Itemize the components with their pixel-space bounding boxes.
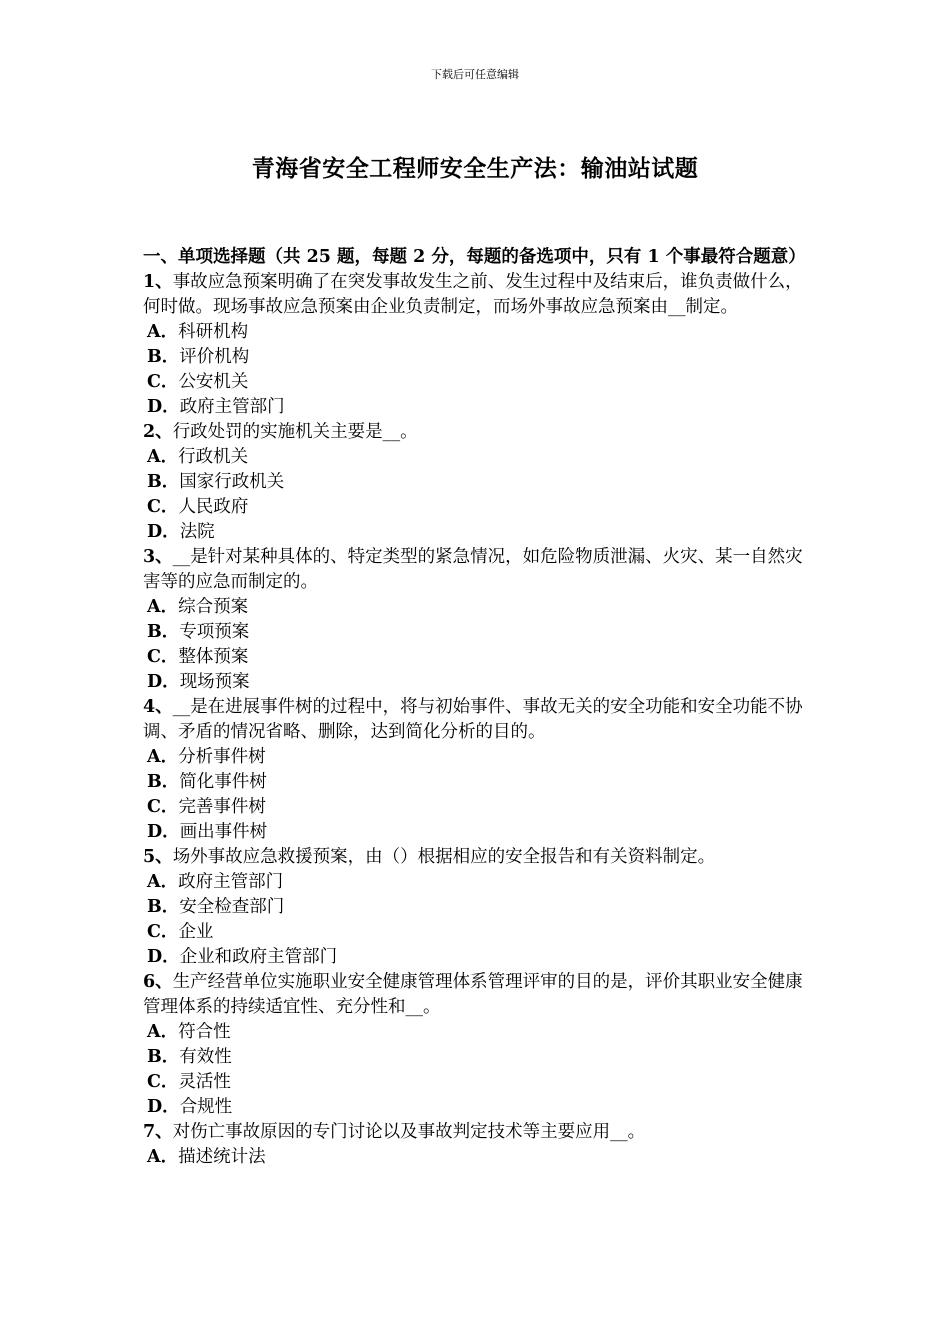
option-d: D．企业和政府主管部门 bbox=[147, 947, 338, 967]
option-c: C．人民政府 bbox=[147, 497, 249, 517]
option-d: D．政府主管部门 bbox=[147, 397, 285, 417]
question-number: 6、 bbox=[143, 972, 173, 992]
option-d: D．法院 bbox=[147, 522, 215, 542]
option-d: D．现场预案 bbox=[147, 672, 250, 692]
option-b: B．有效性 bbox=[147, 1047, 232, 1067]
option-a: A．描述统计法 bbox=[147, 1147, 266, 1167]
question-number: 7、 bbox=[143, 1122, 173, 1142]
question-2 bbox=[143, 420, 807, 445]
option-a: A．科研机构 bbox=[147, 322, 249, 342]
question-text: __是针对某种具体的、特定类型的紧急情况，如危险物质泄漏、火灾、某一自然灾害等的应急而制定的。 bbox=[143, 547, 803, 592]
question-number: 5、 bbox=[143, 847, 173, 867]
option-c: C．公安机关 bbox=[147, 372, 249, 392]
question-text: __是在进展事件树的过程中，将与初始事件、事故无关的安全功能和安全功能不协调、矛盾的情况省略、删除，达到简化分析的目的。 bbox=[143, 697, 803, 742]
option-b: B．国家行政机关 bbox=[147, 472, 285, 492]
question-4 bbox=[143, 695, 807, 745]
question-list bbox=[143, 245, 807, 1170]
header-note: 下载后可任意编辑 bbox=[431, 68, 519, 81]
question-number: 4、 bbox=[143, 697, 173, 717]
option-c: C．灵活性 bbox=[147, 1072, 231, 1092]
question-6 bbox=[143, 970, 807, 1020]
question-5 bbox=[143, 845, 807, 870]
option-c: C．整体预案 bbox=[147, 647, 249, 667]
question-text: 对伤亡事故原因的专门讨论以及事故判定技术等主要应用__。 bbox=[172, 1122, 646, 1142]
question-text: 行政处罚的实施机关主要是__。 bbox=[172, 422, 418, 442]
option-b: B．评价机构 bbox=[147, 347, 250, 367]
option-a: A．行政机关 bbox=[147, 447, 249, 467]
option-b: B．简化事件树 bbox=[147, 772, 267, 792]
option-a: A．综合预案 bbox=[147, 597, 249, 617]
question-1 bbox=[143, 270, 807, 320]
question-text: 场外事故应急救援预案，由（）根据相应的安全报告和有关资料制定。 bbox=[172, 847, 716, 867]
question-number: 1、 bbox=[143, 272, 173, 292]
option-c: C．企业 bbox=[147, 922, 214, 942]
question-text: 事故应急预案明确了在突发事故发生之前、发生过程中及结束后，谁负责做什么，何时做。现场事故应急预案由企业负责制定，而场外事故应急预案由__制定。 bbox=[143, 272, 803, 317]
question-number: 3、 bbox=[143, 547, 173, 567]
document-title: 青海省安全工程师安全生产法：输油站试题 bbox=[251, 155, 699, 182]
question-number: 2、 bbox=[143, 422, 173, 442]
question-7 bbox=[143, 1120, 807, 1145]
question-text: 生产经营单位实施职业安全健康管理体系管理评审的目的是，评价其职业安全健康管理体系的持续适宜性、充分性和__。 bbox=[143, 972, 803, 1017]
option-a: A．符合性 bbox=[147, 1022, 231, 1042]
option-d: D．合规性 bbox=[147, 1097, 233, 1117]
option-c: C．完善事件树 bbox=[147, 797, 266, 817]
option-b: B．专项预案 bbox=[147, 622, 250, 642]
option-d: D．画出事件树 bbox=[147, 822, 268, 842]
option-a: A．分析事件树 bbox=[147, 747, 266, 767]
option-b: B．安全检查部门 bbox=[147, 897, 285, 917]
option-a: A．政府主管部门 bbox=[147, 872, 284, 892]
question-3 bbox=[143, 545, 807, 595]
section-heading: 一、单项选择题（共 25 题，每题 2 分，每题的备选项中，只有 1 个事最符合题意） bbox=[143, 247, 806, 267]
